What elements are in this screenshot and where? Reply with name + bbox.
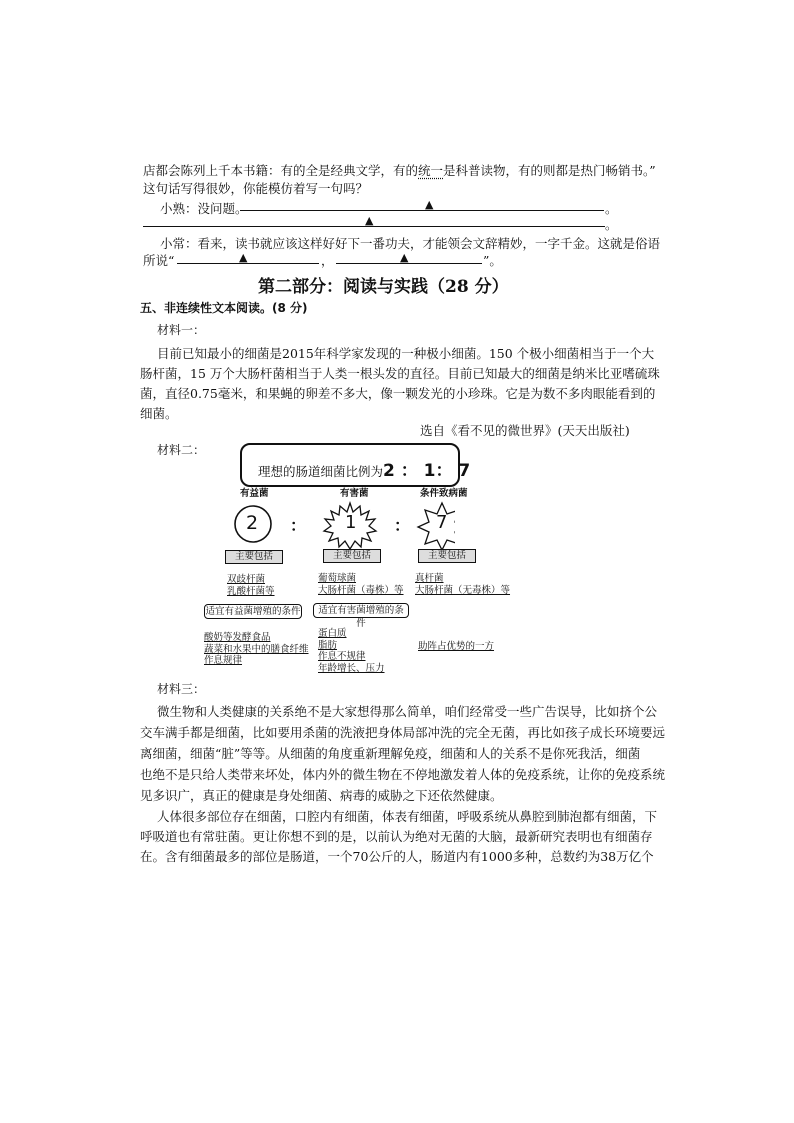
group-name-conditional: 条件致病菌 bbox=[420, 488, 468, 499]
intro-line-1: 店都会陈列上千本书籍：有的全是经典文学，有的统一是科普读物，有的则都是热门畅销书。” bbox=[143, 163, 656, 178]
example-item: 乳酸杆菌等 bbox=[227, 585, 275, 597]
colon-2: ： bbox=[394, 516, 411, 535]
section5-title: 五、非连续性文本阅读。(8 分) bbox=[140, 301, 308, 315]
example-item: 真杆菌 bbox=[415, 573, 444, 584]
example-item: 双歧杆菌 bbox=[227, 574, 266, 585]
harmful-factors bbox=[318, 628, 385, 674]
example-item: 大肠杆菌（无毒株）等 bbox=[415, 584, 511, 596]
part2-title: 第二部分：阅读与实践（28 分） bbox=[258, 277, 509, 297]
ratio-value: 2 ： 1： 7 bbox=[383, 461, 471, 481]
conditional-note: 助阵占优势的一方 bbox=[418, 641, 495, 652]
material3-p2-line-1: 人体很多部位存在细菌，口腔内有细菌，体表有细菌，呼吸系统从鼻腔到肺泡都有细菌，下 bbox=[157, 809, 658, 824]
answer-blank-2[interactable] bbox=[143, 214, 605, 227]
example-item: 葡萄球菌 bbox=[318, 573, 357, 584]
triangle-marker: ▲ bbox=[239, 251, 248, 264]
material3-label: 材料三： bbox=[157, 682, 206, 696]
factor-item: 年龄增长、压力 bbox=[318, 662, 385, 674]
ratio-title: 理想的肠道细菌比例为2 ： 1： 7 bbox=[258, 461, 471, 481]
comma: ， bbox=[321, 253, 334, 268]
material3-p1-line-4: 也绝不是只给人类带来坏处，体内外的微生物在不停地激发着人体的免疫系统，让你的免疫系统 bbox=[140, 767, 666, 782]
examples-beneficial bbox=[227, 574, 275, 597]
material3-p1-line-3: 离细菌，细菌“脏”等等。从细菌的角度重新理解免疫，细菌和人的关系不是你死我活，细菌 bbox=[140, 746, 641, 761]
material1-line-2: 肠杆菌，15 万个大肠杆菌相当于人类一根头发的直径。目前已知最大的细菌是纳米比亚嗜硫珠 bbox=[140, 366, 660, 381]
material1-line-4: 细菌。 bbox=[140, 406, 178, 421]
includes-label-beneficial: 主要包括 bbox=[225, 550, 283, 564]
factor-item: 蔬菜和水果中的膳食纤维 bbox=[204, 643, 309, 655]
answer-blank-1[interactable] bbox=[240, 198, 604, 211]
intro-line-2: 这句话写得很妙，你能模仿着写一句吗？ bbox=[143, 181, 369, 196]
material1-source: 选自《看不见的微世界》(天天出版社) bbox=[420, 423, 630, 438]
material3-p2-line-3: 在。含有细菌最多的部位是肠道，一个70公斤的人，肠道内有1000多种，总数约为38万亿个 bbox=[140, 849, 654, 864]
closing-quote: ”。 bbox=[483, 253, 502, 268]
dotted-emphasis: 统一 bbox=[418, 163, 444, 178]
ratio-title-box bbox=[240, 443, 471, 487]
triangle-marker: ▲ bbox=[425, 198, 434, 211]
material3-p2-line-2: 呼吸道也有常驻菌。更让你想不到的是，以前认为绝对无菌的大脑，最新研究表明也有细菌存 bbox=[140, 829, 653, 844]
group-name-beneficial: 有益菌 bbox=[240, 488, 269, 499]
harmful-condition-box: 适宜有害菌增殖的条件 bbox=[313, 603, 409, 618]
beneficial-factors bbox=[204, 632, 309, 667]
examples-conditional bbox=[415, 573, 510, 596]
material1-line-3: 菌，直径0.75毫米，和果蝇的卵差不多大，像一颗发光的小珍珠。它是为数不多肉眼能看到的 bbox=[140, 386, 656, 401]
ratio-number-conditional: 7 bbox=[436, 512, 448, 533]
beneficial-condition-box: 适宜有益菌增殖的条件 bbox=[205, 606, 301, 617]
ratio-number-beneficial: 2 bbox=[246, 512, 259, 534]
ratio-shapes bbox=[225, 500, 455, 550]
material1-line-1: 目前已知最小的细菌是2015年科学家发现的一种极小细菌。150 个极小细菌相当于一个大 bbox=[157, 346, 655, 361]
factor-item: 脂肪 bbox=[318, 639, 338, 651]
material2-label: 材料二： bbox=[157, 443, 206, 457]
material3-p1-line-5: 见多识广，真正的健康是身处细菌、病毒的威胁之下还依然健康。 bbox=[140, 788, 503, 803]
saying-blank-2[interactable] bbox=[336, 251, 482, 264]
material3-p1-line-2: 交车满手都是细菌，比如要用杀菌的洗液把身体局部冲洗的完全无菌，再比如孩子成长环境要远 bbox=[140, 725, 666, 740]
xiaochang-line: 小常：看来，读书就应该这样好好下一番功夫，才能领会文辞精妙，一字千金。这就是俗语 bbox=[160, 236, 661, 251]
saying-prefix: 所说“ bbox=[143, 253, 175, 268]
factor-item: 作息规律 bbox=[204, 655, 243, 666]
colon-1: ： bbox=[290, 516, 307, 535]
period: 。 bbox=[605, 217, 618, 232]
material1-label: 材料一： bbox=[157, 323, 206, 337]
period: 。 bbox=[605, 201, 618, 216]
xiaoshu-line: 小熟：没问题。 bbox=[160, 201, 248, 216]
triangle-marker: ▲ bbox=[400, 251, 409, 264]
ratio-number-harmful: 1 bbox=[345, 512, 357, 533]
includes-label-harmful: 主要包括 bbox=[323, 549, 381, 563]
factor-item: 作息不规律 bbox=[318, 651, 366, 662]
includes-label-conditional: 主要包括 bbox=[418, 549, 476, 563]
example-item: 大肠杆菌（毒株）等 bbox=[318, 584, 404, 596]
saying-blank-1[interactable] bbox=[177, 251, 319, 264]
factor-item: 酸奶等发酵食品 bbox=[204, 632, 271, 643]
group-name-harmful: 有害菌 bbox=[340, 488, 369, 499]
factor-item: 蛋白质 bbox=[318, 628, 347, 639]
examples-harmful bbox=[318, 573, 404, 596]
triangle-marker: ▲ bbox=[365, 214, 374, 227]
material3-p1-line-1: 微生物和人类健康的关系绝不是大家想得那么简单，咱们经常受一些广告误导，比如挤个公 bbox=[157, 704, 658, 719]
